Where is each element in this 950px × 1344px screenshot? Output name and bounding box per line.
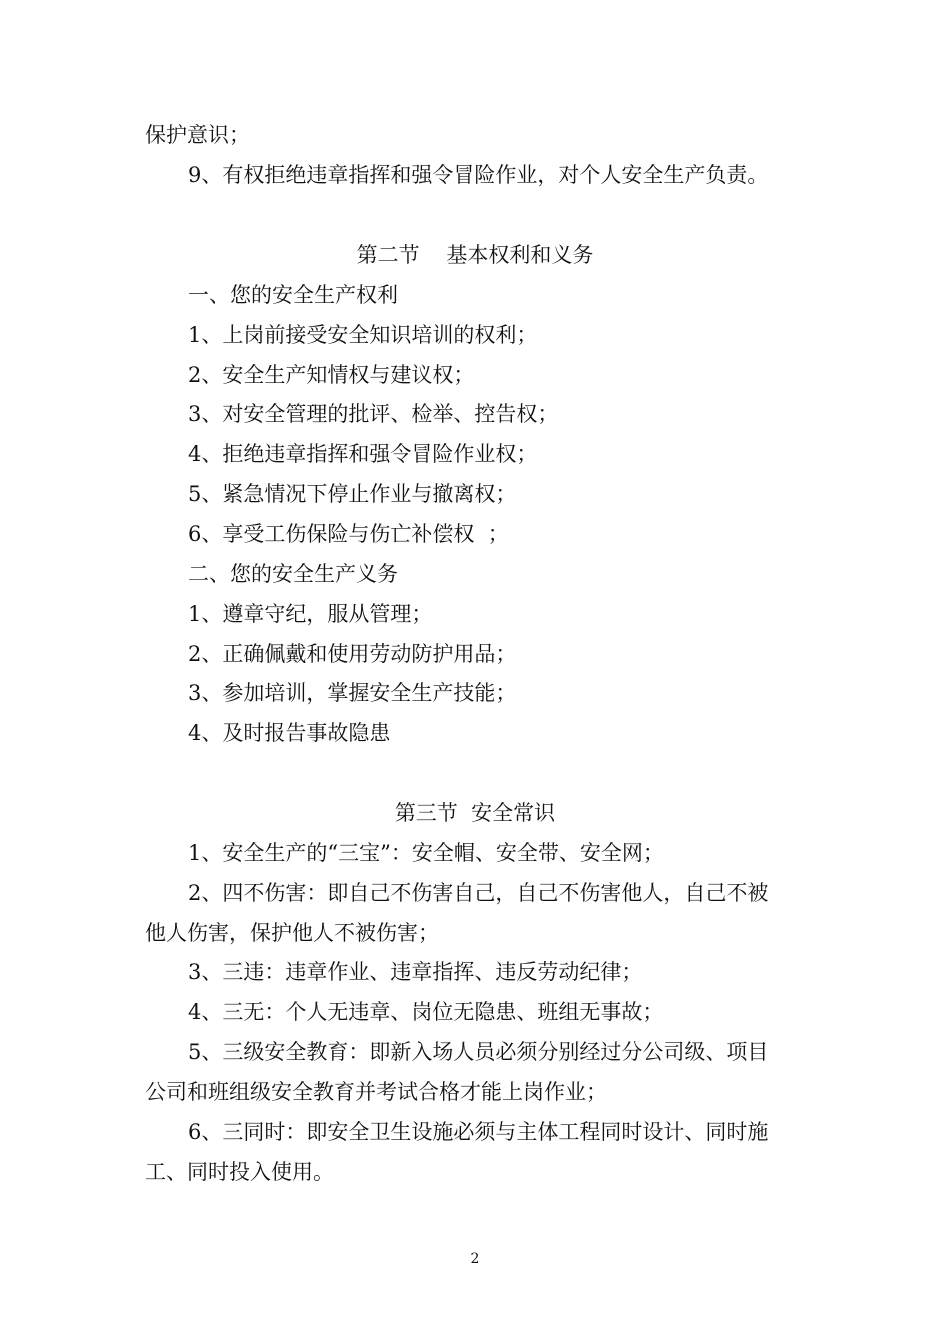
list-item: 4、三无：个人无违章、岗位无隐患、班组无事故； [188,1000,664,1024]
list-item: 3、三违：违章作业、违章指挥、违反劳动纪律； [188,960,643,984]
list-item: 4、拒绝违章指挥和强令冒险作业权； [188,442,538,466]
subsection-heading: 二、您的安全生产义务 [188,562,398,586]
section-heading: 第三节 安全常识 [394,801,556,825]
list-item: 5、三级安全教育：即新入场人员必须分别经过分公司级、项目 [188,1040,769,1064]
list-item: 6、享受工伤保险与伤亡补偿权 ； [188,522,509,546]
subsection-heading: 一、您的安全生产权利 [188,283,398,307]
list-item: 2、安全生产知情权与建议权； [188,363,475,387]
list-item: 2、四不伤害：即自己不伤害自己，自己不伤害他人，自己不被 [188,881,769,905]
list-item: 9、有权拒绝违章指挥和强令冒险作业，对个人安全生产负责。 [188,163,769,187]
list-item: 1、安全生产的“三宝”：安全帽、安全带、安全网； [188,841,664,865]
paragraph-line: 公司和班组级安全教育并考试合格才能上岗作业； [145,1080,607,1104]
section-heading: 第二节 基本权利和义务 [356,243,594,267]
list-item: 3、对安全管理的批评、检举、控告权； [188,402,559,426]
list-item: 5、紧急情况下停止作业与撤离权； [188,482,517,506]
paragraph-line: 保护意识； [145,123,250,147]
list-item: 3、参加培训，掌握安全生产技能； [188,681,517,705]
paragraph-line: 工、同时投入使用。 [145,1160,334,1184]
list-item: 1、上岗前接受安全知识培训的权利； [188,323,538,347]
list-item: 2、正确佩戴和使用劳动防护用品； [188,642,517,666]
page-number: 2 [470,1251,480,1267]
paragraph-line: 他人伤害，保护他人不被伤害； [145,921,439,945]
list-item: 1、遵章守纪，服从管理； [188,602,433,626]
list-item: 4、及时报告事故隐患 [188,721,391,745]
list-item: 6、三同时：即安全卫生设施必须与主体工程同时设计、同时施 [188,1120,769,1144]
